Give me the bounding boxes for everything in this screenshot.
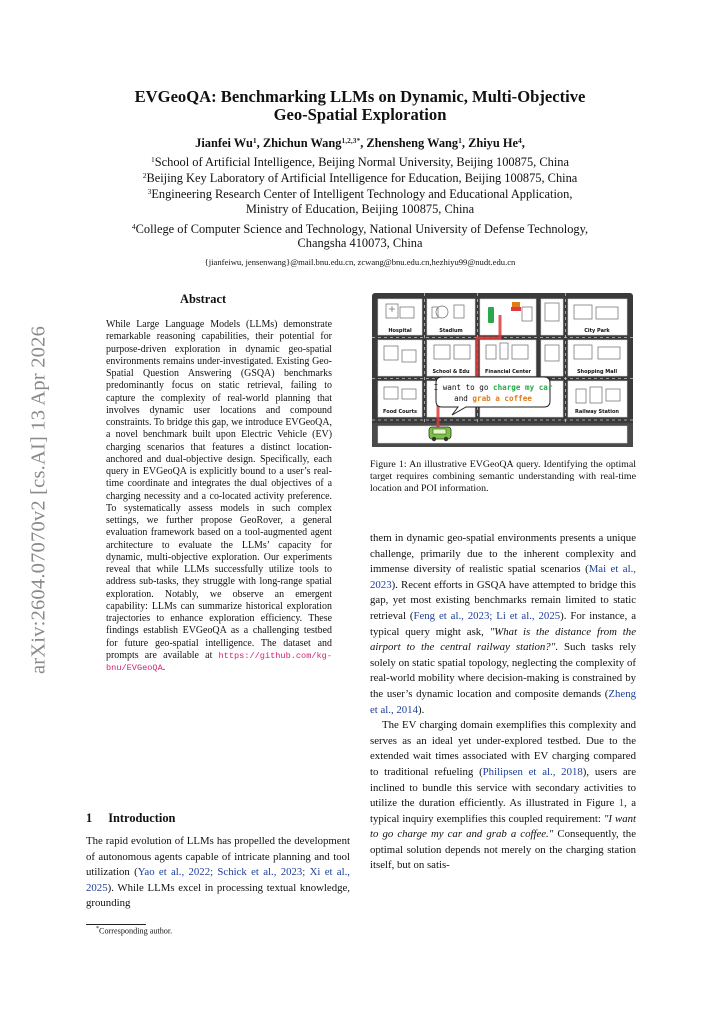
label-city-park: City Park: [584, 328, 610, 334]
block-building: [541, 299, 563, 335]
paper-title: EVGeoQA: Benchmarking LLMs on Dynamic, Multi-Objective Geo-Spatial Exploration: [134, 87, 586, 124]
label-shopping: Shopping Mall: [576, 369, 618, 375]
affiliation-2: $^2$Beijing Key Laboratory of Artificial Intelligence for Education, Beijing 100875, China: [142, 171, 578, 185]
intro-paragraph-right-1: them in dynamic geo-spatial environments presents a unique challenge, primarily due to the inherent complexity and immense diversity of realistic spatial scenarios (Mai et al., 2023). Recent efforts in GSQA have attempted to bridge this gap, yet most existing benchmarks remain limited to static retrieval (Feng et al., 2023; Li et al., 2025). For instance, a typical query might ask, "What is the distance from the airport to the central railway station?". Such tasks rely solely on static spatial topology, neglecting the complexity of real-world mobility where decision-making is constrained by the user’s dynamic location and composite demands (Zheng et al., 2014).: [370, 532, 636, 716]
svg-text:I want to go charge my car: [434, 383, 553, 392]
svg-text:and grab a coffee: [454, 394, 532, 403]
dataset-link[interactable]: https://github.com/kg-bnu/EVGeoQA: [106, 650, 332, 673]
affiliation-4: $^4$College of Computer Science and Technology, National University of Defense Technology,: [131, 222, 589, 236]
abstract-body: While Large Language Models (LLMs) demonstrate remarkable reasoning capabilities, their potential for purpose-driven exploration in dynamic geo-spatial environments remains under-investigated. Existing Geo-Spatial Question Answering (GSQA) benchmarks predominantly focus on static retrieval, failing to capture the complexity of real-world planning that involves dynamic user locations and compound constraints. To bridge this gap, we introduce EVGeoQA, a novel benchmark built upon Electric Vehicle (EV) charging scenarios that features a distinct location-anchored and dual-objective design. Specifically, each query in EVGeoQA is explicitly bound to a user’s real-time coordinate and integrates the dual objectives of a charging necessity and a co-located activity preference. To systematically assess models in such complex settings, we further propose GeoRover, a general evaluation framework based on a tool-augmented agent architecture to evaluate the LLMs’ capacity for dynamic, multi-objective exploration. Our experiments reveal that while LLMs successfully utilize tools to address sub-tasks, they struggle with long-range spatial exploration. Notably, we observe an emergent capability: LLMs can summarize historical exploration trajectories to enhance exploration efficiency. These findings establish EVGeoQA as a challenging testbed for future geo-spatial intelligence. The dataset and prompts are available at https://github.com/kg-bnu/EVGeoQA.: [106, 319, 332, 673]
bubble-text-2: and: [454, 394, 473, 403]
affiliation-3: $^3$Engineering Research Center of Intelligent Technology and Educational Application,: [147, 187, 573, 201]
intro-paragraph-left: The rapid evolution of LLMs has propelled the development of autonomous agents capable of intricate planning and tool utilization (Yao et al., 2022; Schick et al., 2023; Xi et al., 2025). While LLMs excel in processing textual knowledge, grounding: [86, 835, 350, 910]
label-railway: Railway Station: [575, 409, 619, 415]
block-office: [378, 340, 422, 376]
label-hospital: Hospital: [388, 328, 412, 334]
label-stadium: Stadium: [439, 328, 463, 334]
block-building-2: [541, 340, 563, 376]
bubble-charge: charge my car: [493, 383, 553, 392]
citation-link[interactable]: Yao et al., 2022; Schick et al., 2023; Xi et al., 2025: [86, 866, 350, 894]
abstract-heading: Abstract: [180, 292, 227, 306]
affiliation-4-cont: Changsha 410073, China: [297, 236, 423, 250]
label-food: Food Courts: [383, 409, 417, 415]
author-emails: {jianfeiwu, jensenwang}@mail.bnu.edu.cn, zcwang@bnu.edu.cn,hezhiyu99@nudt.edu.cn: [204, 257, 516, 267]
right-column-body: [370, 531, 636, 874]
citation-link[interactable]: Mai et al., 2023: [370, 563, 636, 591]
citation-link[interactable]: Philipsen et al., 2018: [482, 765, 583, 778]
author-list: Jianfei Wu$^1$, Zhichun Wang$^{1,2,3*}$, Zhensheng Wang$^1$, Zhiyu He$^4$,: [195, 136, 525, 150]
section-heading-introduction: 1 Introduction: [86, 811, 176, 825]
bubble-coffee: grab a coffee: [472, 394, 532, 403]
label-school: School & Edu: [432, 369, 470, 375]
bubble-text-1: I want to go: [433, 383, 493, 392]
label-financial: Financial Center: [485, 369, 531, 375]
arxiv-side-stamp: arXiv:2604.07070v2 [cs.AI] 13 Apr 2026: [27, 325, 50, 675]
figure-1-caption: Figure 1: An illustrative EVGeoQA query. Identifying the optimal target requires combining semantic understanding with real-time location and POI information.: [370, 459, 636, 495]
footnote: *Corresponding author.: [96, 926, 173, 936]
figure-1-map: [372, 293, 633, 447]
affiliation-3-cont: Ministry of Education, Beijing 100875, China: [245, 202, 475, 216]
affiliation-1: $^1$School of Artificial Intelligence, Beijing Normal University, Beijing 100875, China: [151, 155, 569, 169]
figure-ref-link[interactable]: 1: [618, 797, 625, 810]
citation-link[interactable]: Zheng et al., 2014: [370, 687, 636, 716]
citation-link[interactable]: Feng et al., 2023; Li et al., 2025: [413, 609, 561, 622]
intro-paragraph-right-2: The EV charging domain exemplifies this complexity and serves as an ideal yet under-explored testbed. Due to the extended wait times associated with EV charging compared to traditional refueling (Philipsen et al., 2018), users are inclined to bundle this service with secondary activities to utilize the duration efficiently. As illustrated in Figure 1, a typical inquiry exemplifies this coupled requirement: "I want to go charge my car and grab a coffee." Consequently, the optimal solution depends not merely on the charging station itself, but on satis-: [370, 719, 637, 872]
footnote-rule: [86, 924, 146, 925]
car-icon: [429, 427, 451, 441]
